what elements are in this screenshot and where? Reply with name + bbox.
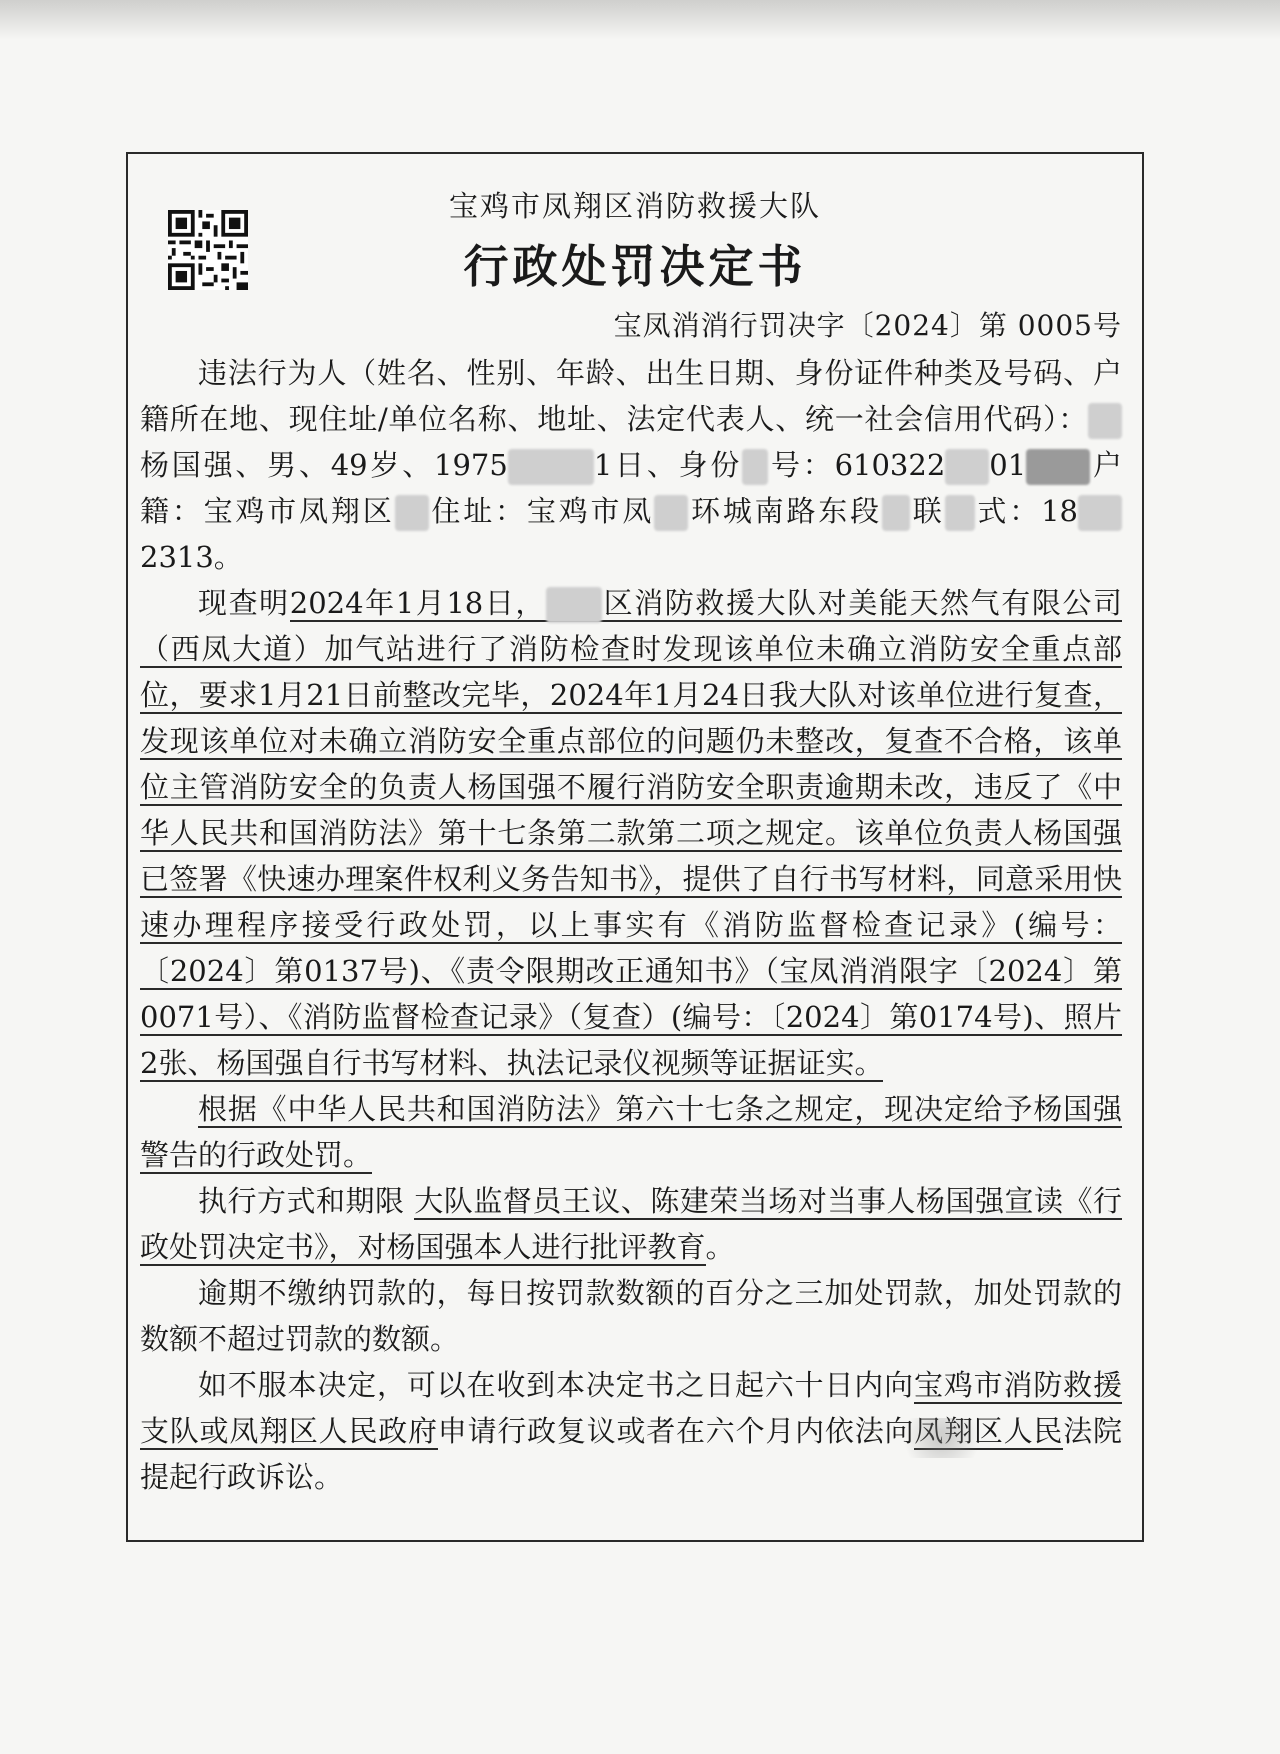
redaction bbox=[395, 495, 429, 531]
document-number: 宝凤消消行罚决字〔2024〕第 0005号 bbox=[613, 309, 1122, 342]
redaction bbox=[654, 495, 688, 531]
offender-paragraph bbox=[140, 350, 1122, 580]
decision-text: 根据《中华人民共和国消防法》第六十七条之规定，现决定给予杨国强警告的行政处罚。 bbox=[140, 1092, 1122, 1172]
document-body bbox=[140, 350, 1122, 1500]
decision-paragraph bbox=[140, 1086, 1122, 1178]
redaction bbox=[1026, 449, 1090, 485]
issuing-organization: 宝鸡市凤翔区消防救援大队 bbox=[448, 189, 821, 223]
execution-text: 大队监督员王议、陈建荣当场对当事人杨国强宣读《行政处罚决定书》，对杨国强本人进行批评教育 bbox=[140, 1184, 1122, 1264]
offender-household-registration: 户籍：宝鸡市凤翔区 bbox=[140, 448, 1122, 528]
redaction bbox=[508, 449, 594, 485]
redaction bbox=[945, 449, 989, 485]
facts-paragraph bbox=[140, 580, 1122, 1086]
appeal-end: 法院提起行政诉讼。 bbox=[140, 1414, 1122, 1494]
offender-contact-fragment: 联 bbox=[909, 494, 945, 528]
redaction bbox=[1078, 495, 1122, 531]
facts-date: 2024年1月18日， bbox=[289, 586, 547, 620]
execution-paragraph bbox=[140, 1178, 1122, 1270]
late-payment-paragraph: 逾期不缴纳罚款的，每日按罚款数额的百分之三加处罚款，加处罚款的数额不超过罚款的数额。 bbox=[140, 1276, 1122, 1356]
offender-birth-info: 1日、身份 bbox=[593, 448, 743, 482]
appeal-lead: 如不服本决定，可以在收到本决定书之日起六十日内向 bbox=[198, 1368, 914, 1402]
facts-text: 区消防救援大队对美能天然气有限公司（西凤大道）加气站进行了消防检查时发现该单位未确立消防安全重点部位，要求1月21日前整改完毕，2024年1月24日我大队对该单位进行复查，发现该单位对未确立消防安全重点部位的问题仍未整改，复查不合格，该单位主管消防安全的负责人杨国强不履行消防安全职责逾期未改，违反了《中华人民共和国消防法》第十七条第二款第二项之规定。该单位负责人杨国强已签署《快速办理案件权利义务告知书》，提供了自行书写材料，同意采用快速办理程序接受行政处罚，以上事实有《消防监督检查记录》(编号：〔2024〕第0137号)、《责令限期改正通知书》（宝凤消消限字〔2024〕第0071号）、《消防监督检查记录》（复查）(编号：〔2024〕第0174号)、照片2张、杨国强自行书写材料、执法记录仪视频等证据证实。 bbox=[140, 586, 1122, 1080]
redaction bbox=[1088, 403, 1122, 439]
document-title: 行政处罚决定书 bbox=[463, 240, 807, 293]
offender-fields-label: 违法行为人（姓名、性别、年龄、出生日期、身份证件种类及号码、户籍所在地、现住址/单位名称、地址、法定代表人、统一社会信用代码）： bbox=[140, 356, 1122, 436]
offender-name-info: 杨国强、男、49岁、1975 bbox=[140, 448, 508, 482]
redaction bbox=[945, 495, 975, 531]
offender-phone-tail: 2313。 bbox=[140, 540, 243, 574]
faint-stamp-mark bbox=[882, 1418, 1002, 1458]
redaction bbox=[882, 495, 910, 531]
offender-phone: 式：18 bbox=[974, 494, 1078, 528]
facts-lead: 现查明 bbox=[198, 586, 290, 620]
appeal-authority: 宝鸡市消防救援支队或凤翔区人民政府 bbox=[140, 1368, 1122, 1448]
execution-lead: 执行方式和期限 bbox=[198, 1184, 405, 1218]
document-frame bbox=[126, 152, 1144, 1542]
redaction bbox=[742, 449, 768, 485]
appeal-mid: 申请行政复议或者在六个月内依法向 bbox=[437, 1414, 915, 1448]
execution-end: 。 bbox=[705, 1230, 735, 1264]
redaction bbox=[546, 587, 602, 623]
offender-address-road: 环城南路东段 bbox=[688, 494, 882, 528]
offender-id-info: 号：610322 bbox=[768, 448, 946, 482]
offender-id-fragment: 01 bbox=[989, 448, 1027, 482]
appeal-court: 凤翔区人民 bbox=[914, 1414, 1064, 1448]
offender-address: 住址：宝鸡市凤 bbox=[428, 494, 655, 528]
